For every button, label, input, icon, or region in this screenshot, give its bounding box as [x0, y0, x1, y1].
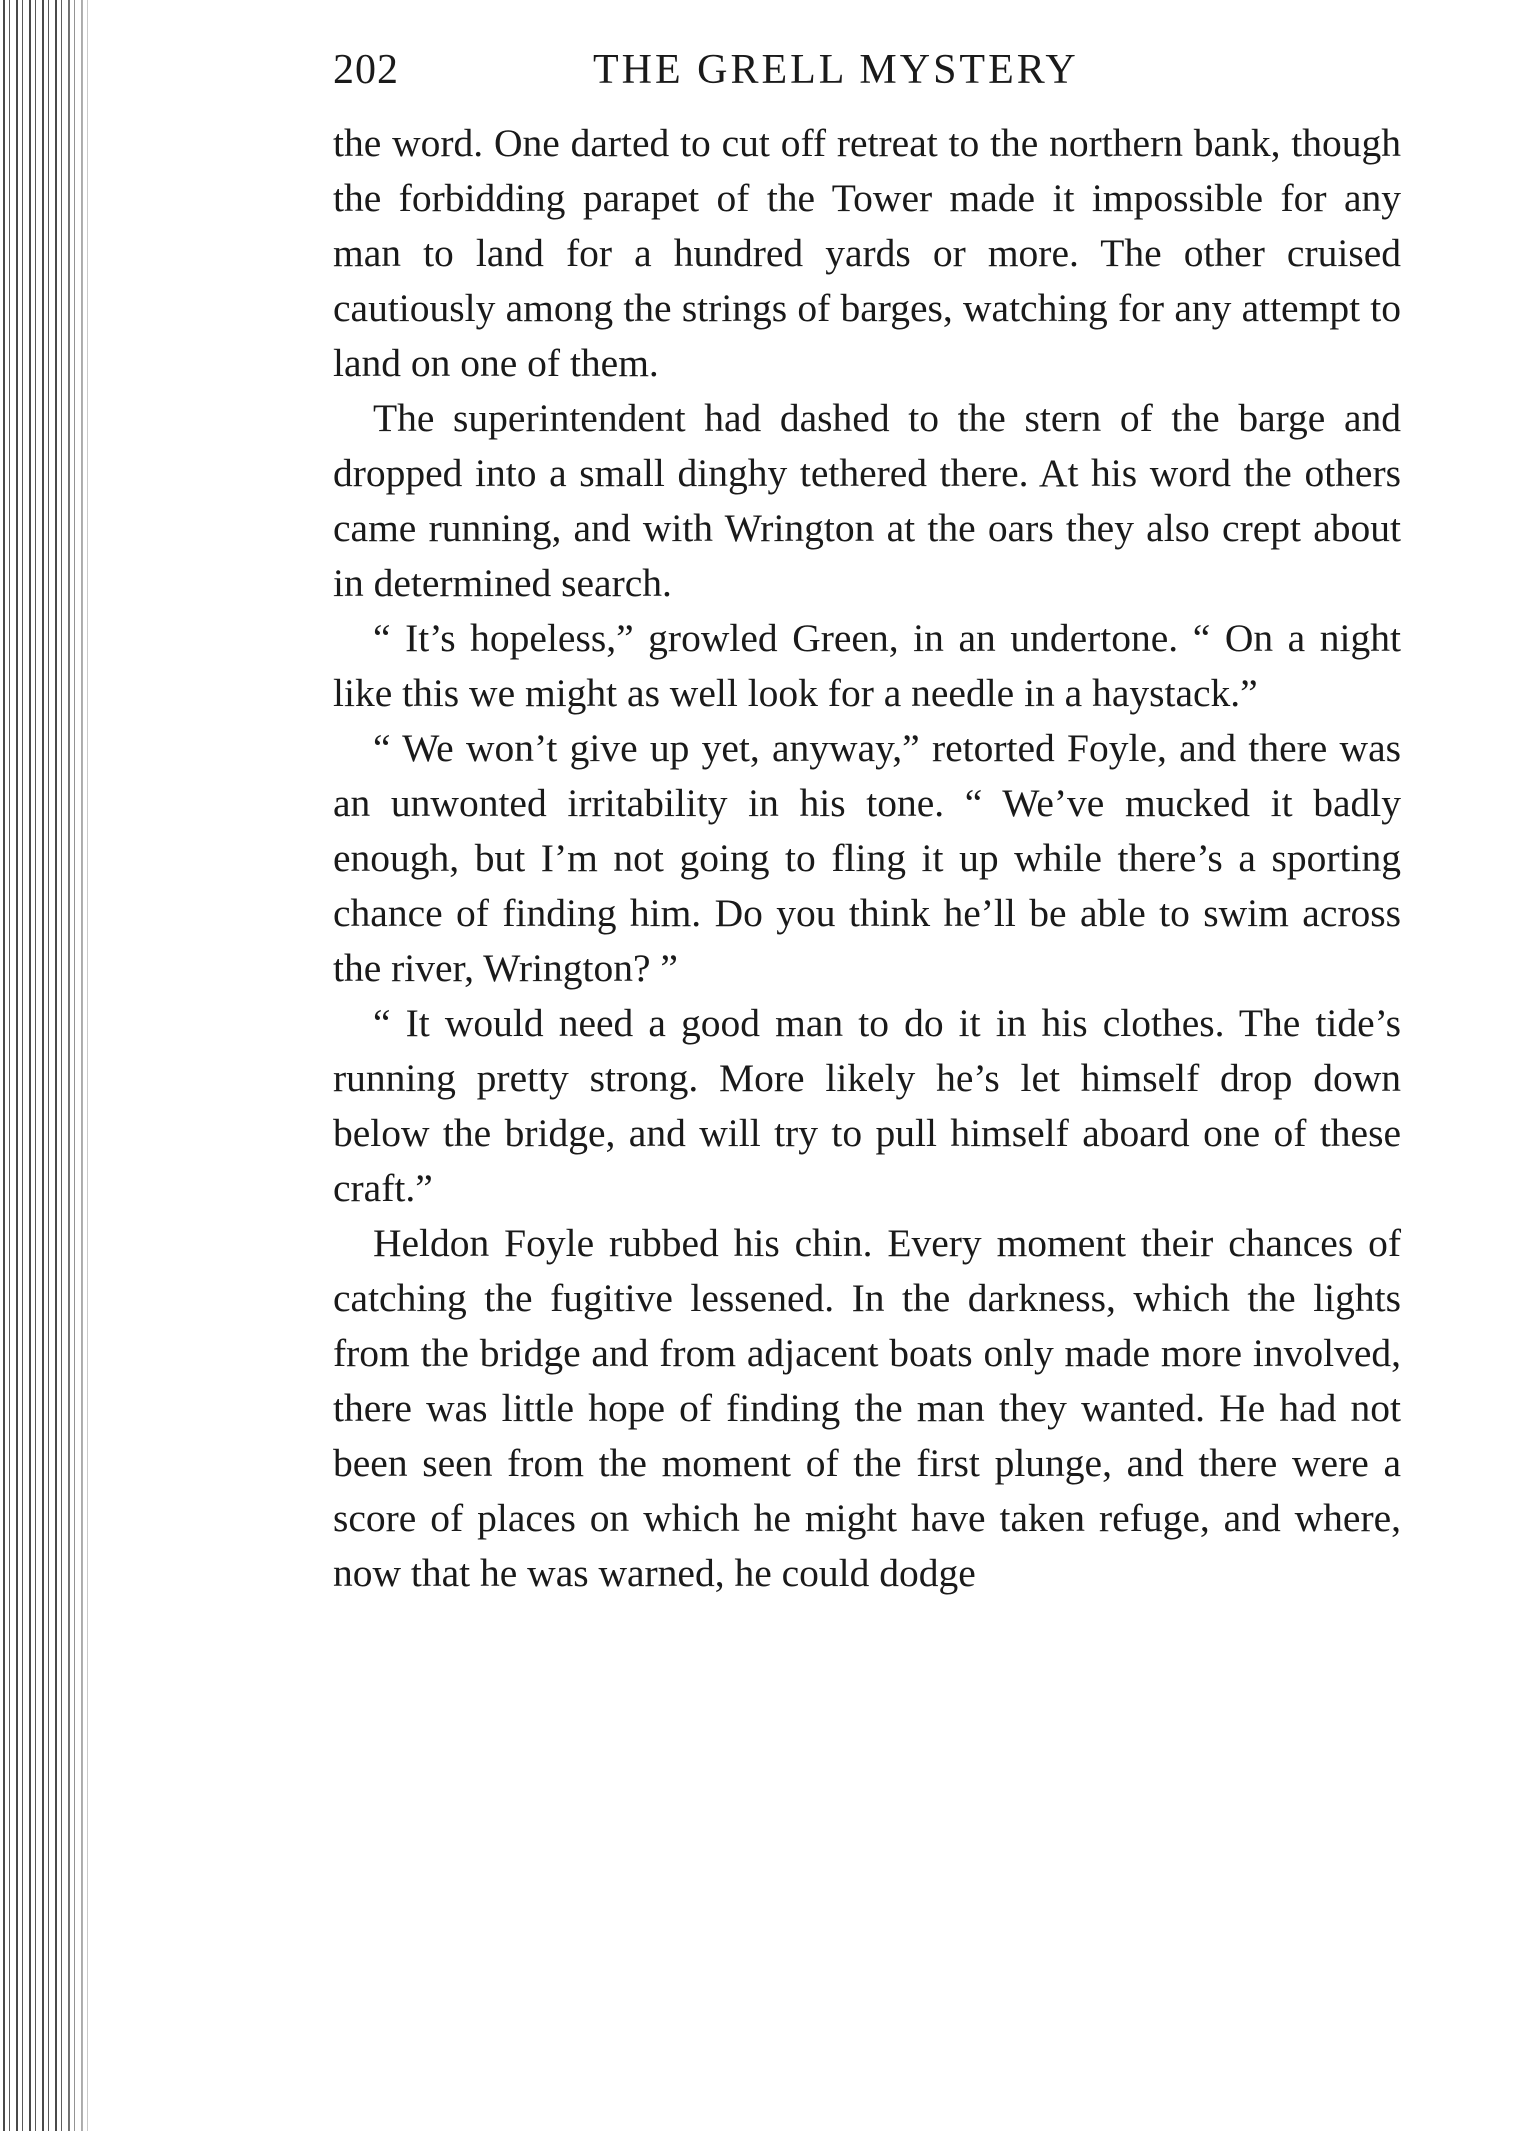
page-number: 202: [333, 47, 399, 93]
paragraph: The superintendent had dashed to the stern of the barge and dropped into a small dinghy tethered there. At his word the others came running, and with Wrington at the oars they also crept about in determined search.: [333, 396, 1401, 605]
paragraph: the word. One darted to cut off retreat to the northern bank, though the forbidding parapet of the Tower made it impossible for any man to land for a hundred yards or more. The other cruised cautiously among the strings of barges, watching for any attempt to land on one of them.: [333, 121, 1401, 385]
paragraph: Heldon Foyle rubbed his chin. Every moment their chances of catching the fugitive lessened. In the darkness, which the lights from the bridge and from adjacent boats only made more involved, there was little hope of finding the man they wanted. He had not been seen from the moment of the first plunge, and there were a score of places on which he might have taken refuge, and where, now that he was warned, he could dodge: [333, 1221, 1401, 1595]
paragraph: “ We won’t give up yet, anyway,” retorted Foyle, and there was an unwonted irritability in his tone. “ We’ve mucked it badly enough, but I’m not going to fling it up while there’s a sporting chance of finding him. Do you think he’ll be able to swim across the river, Wrington? ”: [333, 726, 1401, 990]
page-header: [333, 46, 1401, 116]
paragraph: “ It would need a good man to do it in his clothes. The tide’s running pretty strong. More likely he’s let himself drop down below the bridge, and will try to pull himself aboard one of these craft.”: [333, 1001, 1401, 1210]
book-page: [333, 46, 1401, 1601]
binding-shadow: [60, 0, 100, 2131]
running-title: THE GRELL MYSTERY: [593, 47, 1079, 93]
body-text: [333, 116, 1401, 1601]
paragraph: “ It’s hopeless,” growled Green, in an undertone. “ On a night like this we might as well look for a needle in a haystack.”: [333, 616, 1401, 715]
